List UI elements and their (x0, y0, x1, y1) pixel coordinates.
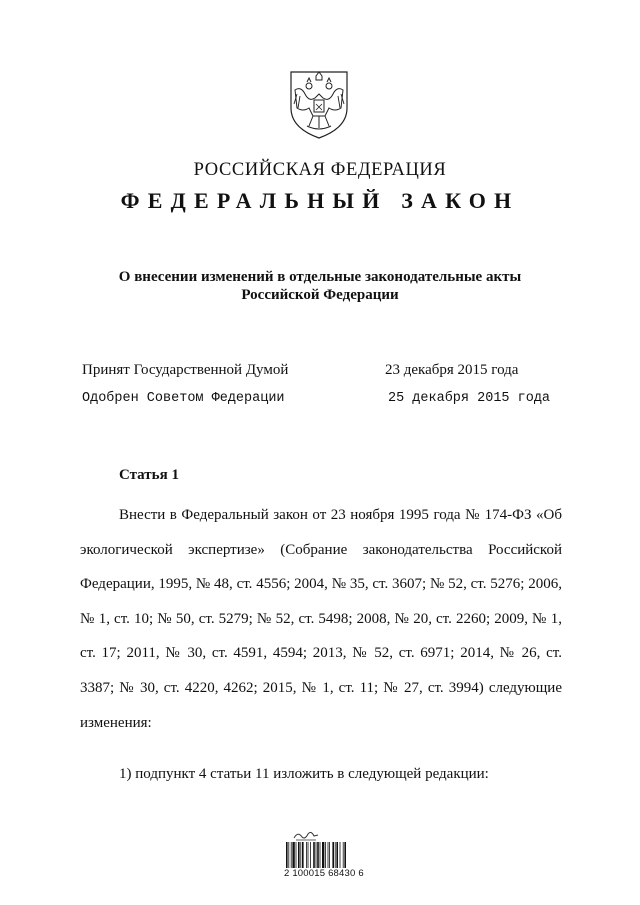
law-title-line: Российской Федерации (241, 287, 399, 303)
signature-mark-icon (292, 828, 320, 840)
adopted-label: Принят Государственной Думой (82, 362, 289, 378)
barcode-number: 2 100015 68430 6 (284, 868, 364, 879)
adopted-date: 23 декабря 2015 года (385, 362, 519, 378)
law-title (0, 268, 640, 304)
article-intro-paragraph: Внести в Федеральный закон от 23 ноября 1995 года № 174-ФЗ «Об экологической экспертизе» (Собрание законодательства Российской Федерации, 1995, № 48, ст. 4556; 2004, № 35, ст. 3607; № 52, ст. 5276; 2006, № 1, ст. 10; № 50, ст. 5279; № 52, ст. 5498; 2008, № 20, ст. 2260; 2009, № 1, ст. 17; 2011, № 30, ст. 4591, 4594; 2013, № 52, ст. 6971; 2014, № 26, ст. 3387; № 30, ст. 4220, 4262; 2015, № 1, ст. 11; № 27, ст. 3994) следующие изменения: (80, 507, 562, 731)
document-type: ФЕДЕРАЛЬНЫЙ ЗАКОН (120, 188, 520, 213)
article-heading: Статья 1 (119, 467, 179, 483)
barcode-icon (286, 842, 366, 868)
country-name: РОССИЙСКАЯ ФЕДЕРАЦИЯ (193, 160, 447, 180)
law-title-line: О внесении изменений в отдельные законодательные акты (118, 269, 522, 285)
coat-of-arms-icon (285, 68, 353, 140)
article-item-paragraph: 1) подпункт 4 статьи 11 изложить в следующей редакции: (119, 766, 489, 782)
approved-date: 25 декабря 2015 года (388, 391, 551, 406)
approved-label: Одобрен Советом Федерации (82, 391, 285, 406)
